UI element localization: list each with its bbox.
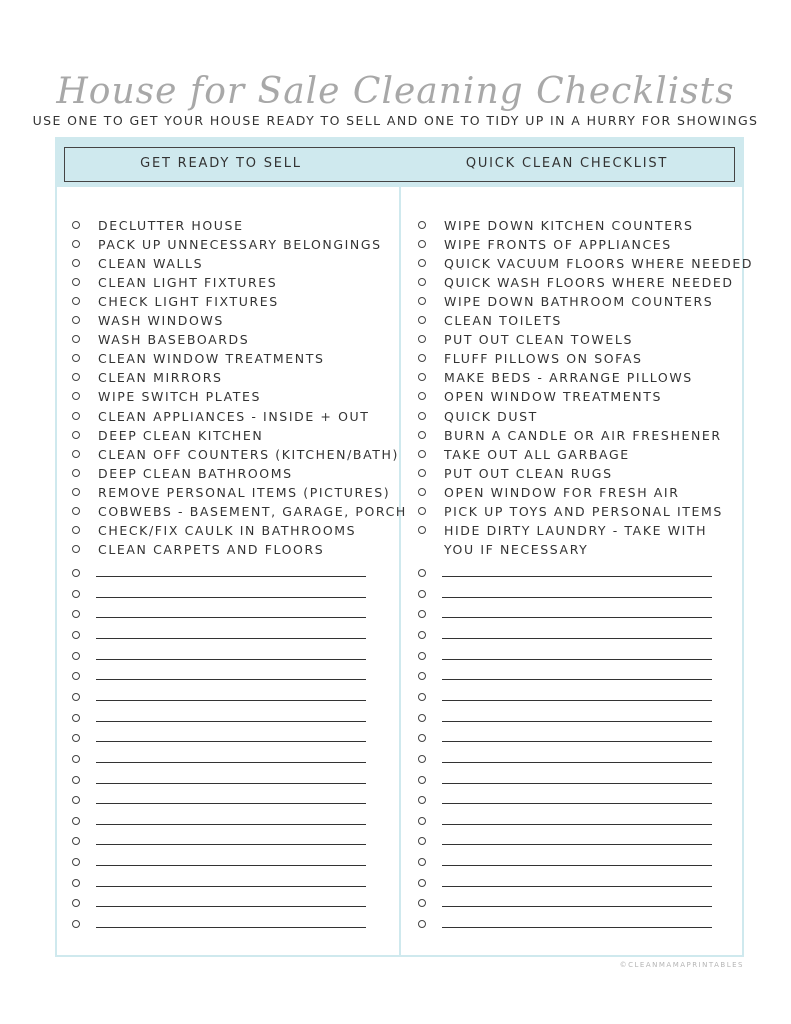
write-in-line[interactable] [96, 844, 366, 845]
checklist-item-label: CLEAN OFF COUNTERS (KITCHEN/BATH) [98, 446, 399, 462]
checkbox-circle[interactable] [418, 755, 426, 763]
checkbox-circle[interactable] [418, 569, 426, 577]
checkbox-circle[interactable] [72, 858, 80, 866]
write-in-line[interactable] [442, 659, 712, 660]
checklist-item-label: CHECK LIGHT FIXTURES [98, 294, 279, 310]
checklist-item-label: DEEP CLEAN KITCHEN [98, 427, 264, 443]
checkbox-circle[interactable] [418, 316, 426, 324]
checkbox-circle[interactable] [72, 545, 80, 553]
checkbox-circle[interactable] [418, 631, 426, 639]
write-in-line[interactable] [442, 906, 712, 907]
checkbox-circle[interactable] [418, 672, 426, 680]
write-in-line[interactable] [442, 576, 712, 577]
write-in-line[interactable] [96, 617, 366, 618]
write-in-line[interactable] [96, 659, 366, 660]
checkbox-circle[interactable] [418, 590, 426, 598]
checkbox-circle[interactable] [418, 837, 426, 845]
checkbox-circle[interactable] [72, 373, 80, 381]
checkbox-circle[interactable] [418, 335, 426, 343]
checklist-item-label: COBWEBS - BASEMENT, GARAGE, PORCH [98, 503, 407, 519]
right-column-heading: QUICK CLEAN CHECKLIST [465, 156, 669, 171]
checkbox-circle[interactable] [72, 259, 80, 267]
write-in-line[interactable] [96, 824, 366, 825]
checkbox-circle[interactable] [72, 734, 80, 742]
checkbox-circle[interactable] [72, 354, 80, 362]
write-in-line[interactable] [96, 865, 366, 866]
checkbox-circle[interactable] [72, 817, 80, 825]
checklist-item-label: PACK UP UNNECESSARY BELONGINGS [98, 237, 382, 253]
checklist-item-label: CLEAN LIGHT FIXTURES [98, 275, 278, 291]
left-column-heading: GET READY TO SELL [140, 156, 302, 171]
write-in-line[interactable] [96, 638, 366, 639]
write-in-line[interactable] [96, 597, 366, 598]
checklist-item-label: WIPE DOWN KITCHEN COUNTERS [444, 218, 694, 233]
write-in-line[interactable] [96, 679, 366, 680]
checklist-item-label: DEEP CLEAN BATHROOMS [98, 465, 293, 481]
checkbox-circle[interactable] [72, 631, 80, 639]
checkbox-circle[interactable] [72, 920, 80, 928]
checkbox-circle[interactable] [418, 431, 426, 439]
checkbox-circle[interactable] [72, 240, 80, 248]
write-in-line[interactable] [96, 576, 366, 577]
checkbox-circle[interactable] [72, 316, 80, 324]
checkbox-circle[interactable] [72, 714, 80, 722]
checkbox-circle[interactable] [418, 796, 426, 804]
checklist-item-label: CLEAN WINDOW TREATMENTS [98, 351, 325, 367]
checkbox-circle[interactable] [72, 488, 80, 496]
checkbox-circle[interactable] [418, 899, 426, 907]
checkbox-circle[interactable] [418, 450, 426, 458]
checklist-item-label: BURN A CANDLE OR AIR FRESHENER [444, 427, 722, 443]
checkbox-circle[interactable] [418, 221, 426, 229]
checkbox-circle[interactable] [72, 278, 80, 286]
checklist-item-label: REMOVE PERSONAL ITEMS (PICTURES) [98, 484, 391, 500]
checkbox-circle[interactable] [418, 412, 426, 420]
write-in-line[interactable] [442, 927, 712, 928]
checkbox-circle[interactable] [418, 526, 426, 534]
write-in-line[interactable] [442, 721, 712, 722]
write-in-line[interactable] [442, 762, 712, 763]
checklist-item-label: CLEAN APPLIANCES - INSIDE + OUT [98, 408, 370, 424]
checkbox-circle[interactable] [418, 373, 426, 381]
checkbox-circle[interactable] [418, 469, 426, 477]
checkbox-circle[interactable] [72, 526, 80, 534]
checkbox-circle[interactable] [72, 335, 80, 343]
checkbox-circle[interactable] [418, 507, 426, 515]
checkbox-circle[interactable] [418, 693, 426, 701]
checklist-item-label: CHECK/FIX CAULK IN BATHROOMS [98, 522, 357, 538]
checkbox-circle[interactable] [72, 652, 80, 660]
write-in-line[interactable] [96, 783, 366, 784]
checklist-item-label: WIPE SWITCH PLATES [98, 389, 262, 405]
write-in-line[interactable] [96, 741, 366, 742]
write-in-line[interactable] [96, 721, 366, 722]
checkbox-circle[interactable] [72, 450, 80, 458]
checklist-item-label: PICK UP TOYS AND PERSONAL ITEMS [444, 503, 723, 519]
checkbox-circle[interactable] [418, 920, 426, 928]
page-subtitle: USE ONE TO GET YOUR HOUSE READY TO SELL AND ONE TO TIDY UP IN A HURRY FOR SHOWINGS [32, 113, 759, 128]
write-in-line[interactable] [442, 679, 712, 680]
checkbox-circle[interactable] [72, 469, 80, 477]
write-in-line[interactable] [442, 617, 712, 618]
checklist-item-label: WIPE DOWN BATHROOM COUNTERS [444, 294, 714, 310]
checklist-item-label: OPEN WINDOW TREATMENTS [444, 389, 663, 405]
checkbox-circle[interactable] [418, 354, 426, 362]
write-in-line[interactable] [96, 700, 366, 701]
write-in-line[interactable] [442, 865, 712, 866]
page-title: House for Sale Cleaning Checklists [56, 71, 735, 112]
checklist-item-label: CLEAN TOILETS [444, 313, 562, 329]
checklist-item-label: WASH WINDOWS [98, 313, 224, 329]
checkbox-circle[interactable] [72, 672, 80, 680]
checklist-item-label: WASH BASEBOARDS [98, 332, 250, 348]
checkbox-circle[interactable] [72, 431, 80, 439]
write-in-line[interactable] [442, 638, 712, 639]
write-in-line[interactable] [442, 597, 712, 598]
checklist-item-label: QUICK WASH FLOORS WHERE NEEDED [444, 275, 734, 291]
checkbox-circle[interactable] [418, 297, 426, 305]
column-divider [399, 185, 401, 957]
write-in-line[interactable] [442, 700, 712, 701]
checklist-item-label: MAKE BEDS - ARRANGE PILLOWS [444, 370, 693, 386]
checkbox-circle[interactable] [72, 755, 80, 763]
checkbox-circle[interactable] [418, 240, 426, 248]
header-box [64, 147, 735, 182]
checkbox-circle[interactable] [72, 590, 80, 598]
checklist-item-label: DECLUTTER HOUSE [98, 218, 244, 233]
checkbox-circle[interactable] [418, 858, 426, 866]
write-in-line[interactable] [442, 741, 712, 742]
checkbox-circle[interactable] [418, 610, 426, 618]
write-in-line[interactable] [96, 886, 366, 887]
checklist-item-label: WIPE FRONTS OF APPLIANCES [444, 237, 672, 253]
checkbox-circle[interactable] [418, 259, 426, 267]
write-in-line[interactable] [96, 803, 366, 804]
checkbox-circle[interactable] [418, 817, 426, 825]
checklist-item-label: PUT OUT CLEAN RUGS [444, 465, 613, 481]
write-in-line[interactable] [442, 824, 712, 825]
checklist-item-label: QUICK VACUUM FLOORS WHERE NEEDED [444, 256, 754, 272]
checkbox-circle[interactable] [72, 392, 80, 400]
write-in-line[interactable] [96, 927, 366, 928]
checklist-item-label: TAKE OUT ALL GARBAGE [444, 446, 630, 462]
checkbox-circle[interactable] [418, 714, 426, 722]
write-in-line[interactable] [442, 803, 712, 804]
checkbox-circle[interactable] [418, 776, 426, 784]
write-in-line[interactable] [96, 906, 366, 907]
checkbox-circle[interactable] [72, 610, 80, 618]
checkbox-circle[interactable] [72, 879, 80, 887]
checkbox-circle[interactable] [418, 879, 426, 887]
copyright-note: ©CLEANMAMAPRINTABLES [619, 961, 744, 969]
checkbox-circle[interactable] [418, 488, 426, 496]
checklist-item-label: PUT OUT CLEAN TOWELS [444, 332, 633, 348]
checklist-item-label: FLUFF PILLOWS ON SOFAS [444, 351, 643, 367]
checklist-item-label: CLEAN CARPETS AND FLOORS [98, 541, 325, 557]
checklist-item-label: CLEAN WALLS [98, 256, 204, 272]
checkbox-circle[interactable] [418, 392, 426, 400]
write-in-line[interactable] [442, 886, 712, 887]
write-in-line[interactable] [96, 762, 366, 763]
checkbox-circle[interactable] [72, 837, 80, 845]
checkbox-circle[interactable] [72, 221, 80, 229]
header-band [57, 139, 742, 187]
checkbox-circle[interactable] [72, 796, 80, 804]
checkbox-circle[interactable] [72, 693, 80, 701]
write-in-line[interactable] [442, 783, 712, 784]
checkbox-circle[interactable] [72, 776, 80, 784]
write-in-line[interactable] [442, 844, 712, 845]
checklist-item-label: OPEN WINDOW FOR FRESH AIR [444, 484, 680, 500]
checklist-item-label: QUICK DUST [444, 408, 538, 424]
checkbox-circle[interactable] [418, 734, 426, 742]
checklist-item-label: HIDE DIRTY LAUNDRY - TAKE WITH [444, 522, 708, 538]
checklist-item-label: YOU IF NECESSARY [444, 541, 589, 557]
checkbox-circle[interactable] [418, 652, 426, 660]
checklist-frame [55, 137, 754, 957]
checkbox-circle[interactable] [72, 899, 80, 907]
checkbox-circle[interactable] [72, 412, 80, 420]
checkbox-circle[interactable] [418, 278, 426, 286]
checkbox-circle[interactable] [72, 297, 80, 305]
checkbox-circle[interactable] [72, 507, 80, 515]
checkbox-circle[interactable] [72, 569, 80, 577]
checklist-item-label: CLEAN MIRRORS [98, 370, 223, 386]
